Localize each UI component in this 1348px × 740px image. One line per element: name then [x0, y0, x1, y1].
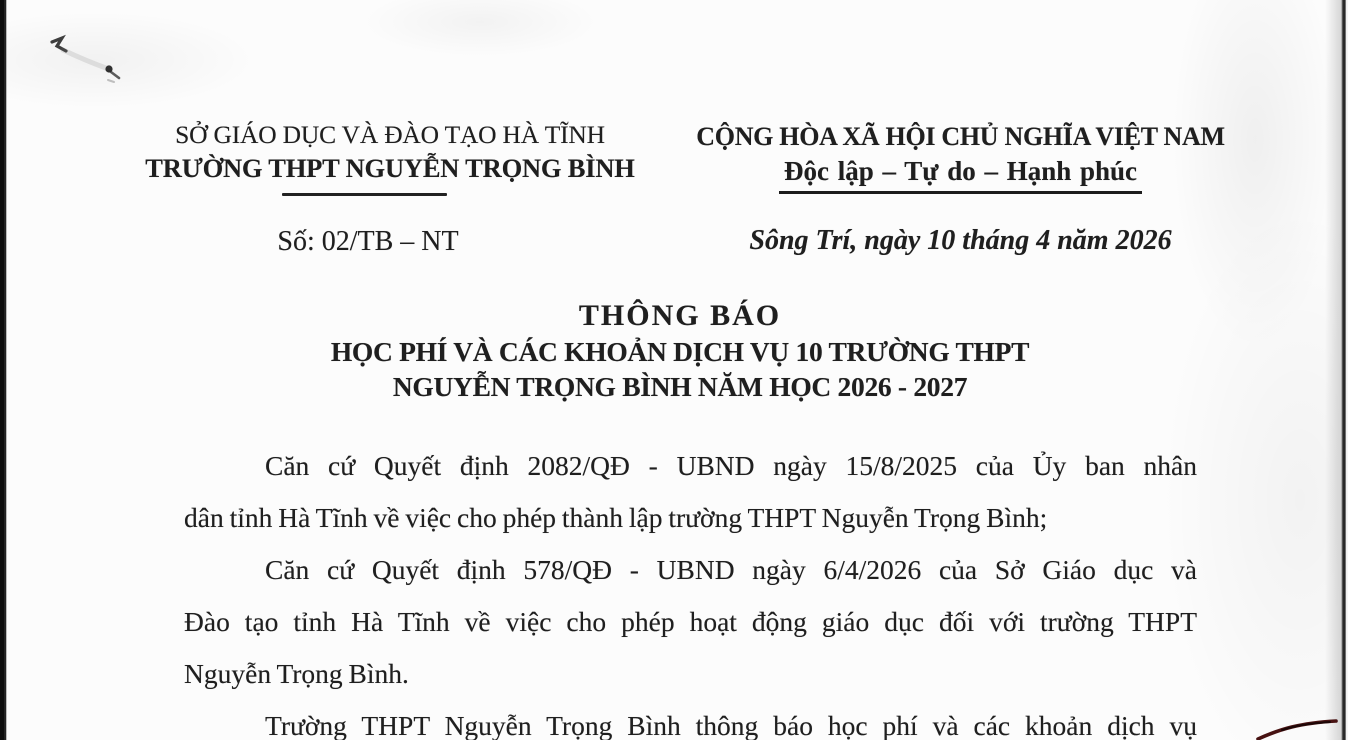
scan-fold-crease-line [1304, 0, 1322, 200]
national-title: CỘNG HÒA XÃ HỘI CHỦ NGHĨA VIỆT NAM [696, 122, 1225, 151]
title-line-2: HỌC PHÍ VÀ CÁC KHOẢN DỊCH VỤ 10 TRƯỜNG THPT [330, 336, 1030, 367]
scan-pen-speck-marks [30, 25, 150, 95]
body-line: Đào tạo tỉnh Hà Tĩnh về việc cho phép hoạt động giáo dục đối với trường THPT [184, 606, 1197, 637]
body-line: Trường THPT Nguyễn Trọng Bình thông báo học phí và các khoản dịch vụ [265, 710, 1197, 740]
department-name: SỞ GIÁO DỤC VÀ ĐÀO TẠO HÀ TĨNH [175, 120, 605, 149]
title-line-1: THÔNG BÁO [578, 299, 782, 332]
national-motto-wrap [678, 156, 1243, 194]
document-body [184, 440, 1197, 740]
title-line-3: NGUYỄN TRỌNG BÌNH NĂM HỌC 2026 - 2027 [392, 371, 968, 402]
body-line: Căn cứ Quyết định 2082/QĐ - UBND ngày 15/8/2025 của Ủy ban nhân [265, 450, 1197, 481]
body-line: Nguyễn Trọng Bình. [184, 658, 409, 689]
national-motto: Độc lập – Tự do – Hạnh phúc [779, 156, 1142, 194]
body-line: Căn cứ Quyết định 578/QĐ - UBND ngày 6/4/2026 của Sở Giáo dục và [265, 554, 1197, 585]
national-header-block [678, 120, 1243, 257]
document-title [6, 298, 1348, 404]
issuing-authority-block [120, 118, 660, 258]
school-name: TRƯỜNG THPT NGUYỄN TRỌNG BÌNH [145, 153, 635, 183]
place-date-line: Sông Trí, ngày 10 tháng 4 năm 2026 [749, 225, 1172, 256]
school-name-underline [282, 193, 447, 196]
body-line: dân tỉnh Hà Tĩnh về việc cho phép thành lập trường THPT Nguyễn Trọng Bình; [184, 502, 1048, 533]
document-number: Số: 02/TB – NT [277, 226, 459, 257]
